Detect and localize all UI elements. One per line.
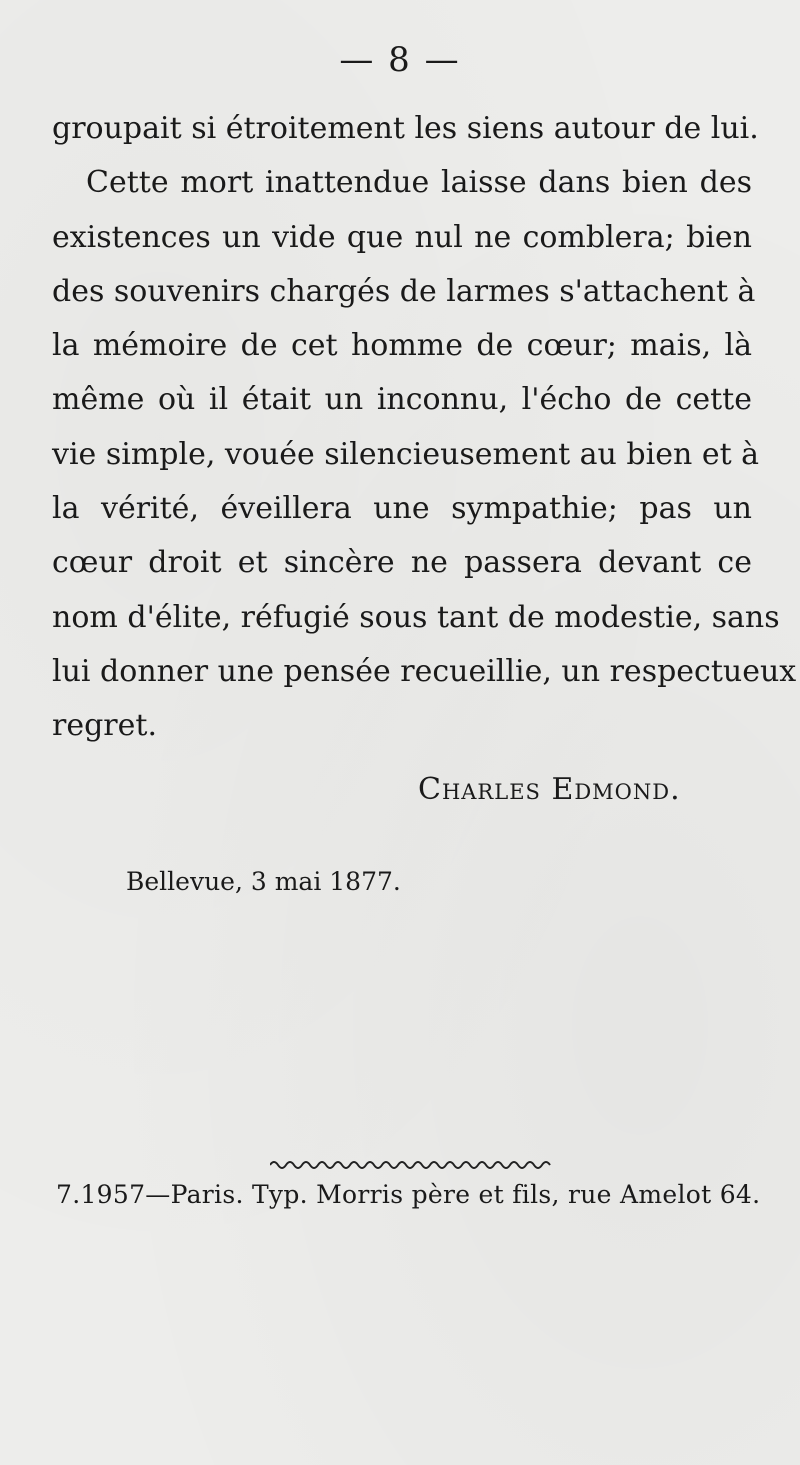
text-line: la mémoire de cet homme de cœur; mais, là [52, 328, 752, 364]
text-line: cœur droit et sincère ne passera devant ce [52, 545, 752, 581]
printer-imprint: 7.1957—Paris. Typ. Morris père et fils, rue Amelot 64. [56, 1180, 761, 1209]
text-line: la vérité, éveillera une sympathie; pas un [52, 491, 752, 527]
text-line: existences un vide que nul ne comblera; bien [52, 219, 752, 255]
author-signature: Charles Edmond. [418, 772, 681, 807]
text-line: nom d'élite, réfugié sous tant de modestie, sans [52, 599, 780, 635]
text-line: Cette mort inattendue laisse dans bien des [86, 165, 752, 201]
text-line: regret. [52, 708, 157, 744]
page-number: — 8 — [339, 40, 461, 80]
text-line: groupait si étroitement les siens autour de lui. [52, 111, 759, 146]
body-text [52, 102, 797, 754]
dateline: Bellevue, 3 mai 1877. [126, 867, 401, 896]
text-line: lui donner une pensée recueillie, un respectueux [52, 653, 797, 689]
text-line: des souvenirs chargés de larmes s'attachent à [52, 273, 756, 309]
text-line: même où il était un inconnu, l'écho de cette [52, 382, 752, 418]
text-line: vie simple, vouée silencieusement au bien et à [52, 436, 760, 472]
wavy-rule-divider [270, 1158, 555, 1172]
